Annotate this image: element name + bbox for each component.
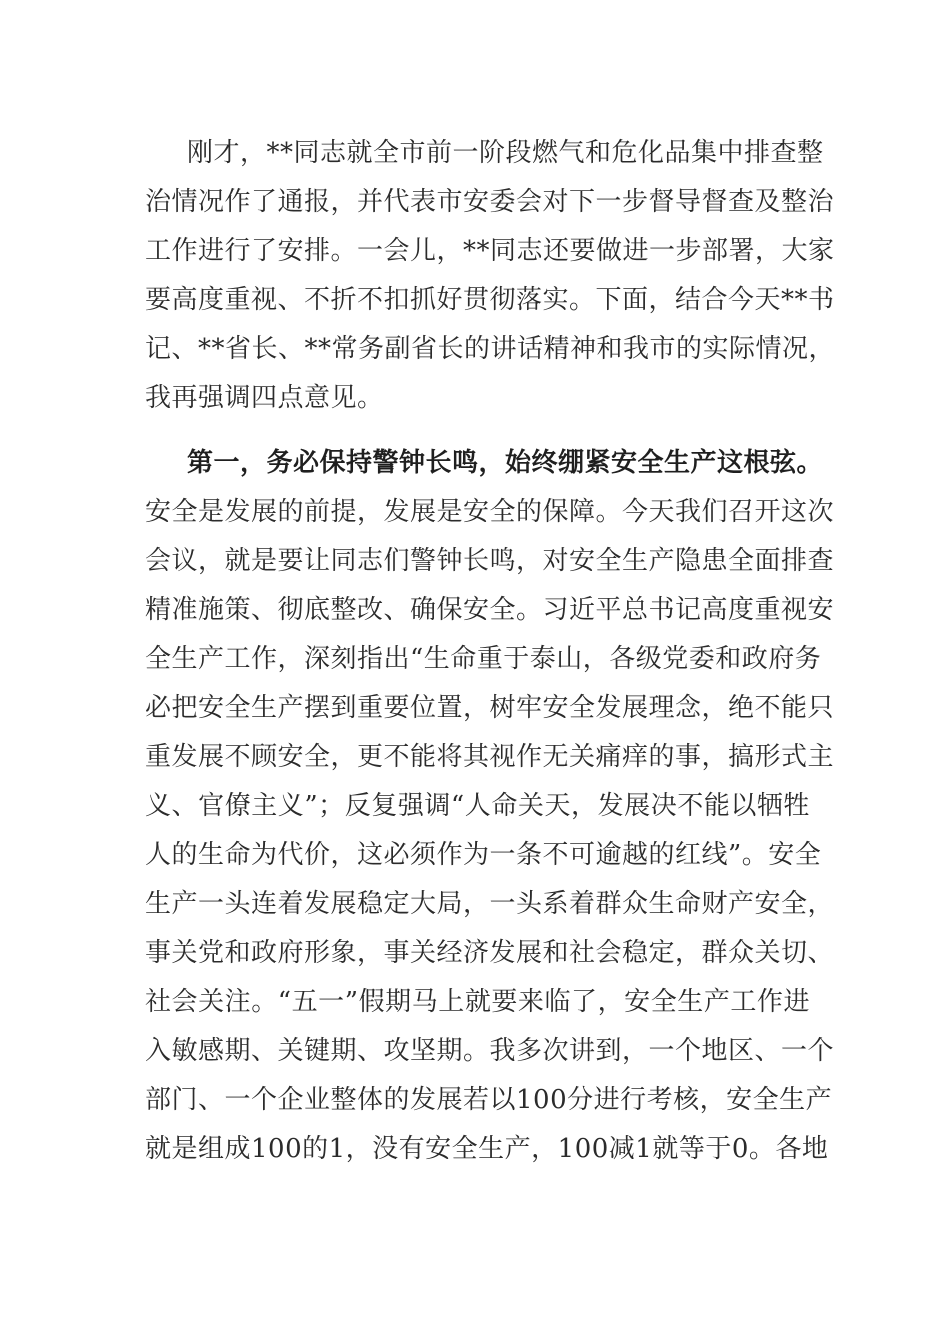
section-heading: 第一，务必保持警钟长鸣，始终绷紧安全生产这根弦。	[187, 448, 824, 478]
paragraph-2-line-3: 精准施策、彻底整改、确保安全。习近平总书记高度重视安	[145, 595, 835, 625]
paragraph-2-line-9: 生产一头连着发展稳定大局，一头系着群众生命财产安全，	[145, 889, 835, 919]
paragraph-1-line-2: 治情况作了通报，并代表市安委会对下一步督导督查及整治	[145, 187, 835, 217]
paragraph-2-line-8: 人的生命为代价，这必须作为一条不可逾越的红线”。安全	[145, 840, 822, 870]
paragraph-1-line-1: 刚才，**同志就全市前一阶段燃气和危化品集中排查整	[187, 138, 824, 168]
paragraph-2-line-11: 社会关注。“五一”假期马上就要来临了，安全生产工作进	[145, 987, 810, 1017]
paragraph-1-line-4: 要高度重视、不折不扣抓好贯彻落实。下面，结合今天**书	[145, 285, 835, 315]
paragraph-1-line-6: 我再强调四点意见。	[145, 383, 384, 413]
paragraph-2-line-14: 就是组成100的1，没有安全生产，100减1就等于0。各地	[145, 1134, 829, 1164]
paragraph-2-line-2: 会议，就是要让同志们警钟长鸣，对安全生产隐患全面排查	[145, 546, 835, 576]
paragraph-1-line-3: 工作进行了安排。一会儿，**同志还要做进一步部署，大家	[145, 236, 835, 266]
paragraph-2-line-5: 必把安全生产摆到重要位置，树牢安全发展理念，绝不能只	[145, 693, 835, 723]
paragraph-2-line-4: 全生产工作，深刻指出“生命重于泰山，各级党委和政府务	[145, 644, 822, 674]
paragraph-2-line-7: 义、官僚主义”；反复强调“人命关天，发展决不能以牺牲	[145, 791, 810, 821]
paragraph-2-line-13: 部门、一个企业整体的发展若以100分进行考核，安全生产	[145, 1085, 833, 1115]
paragraph-2-line-1: 安全是发展的前提，发展是安全的保障。今天我们召开这次	[145, 497, 835, 527]
paragraph-1-line-5: 记、**省长、**常务副省长的讲话精神和我市的实际情况，	[145, 334, 836, 364]
paragraph-2-line-10: 事关党和政府形象，事关经济发展和社会稳定，群众关切、	[145, 938, 835, 968]
paragraph-2-line-6: 重发展不顾安全，更不能将其视作无关痛痒的事，搞形式主	[145, 742, 835, 772]
paragraph-2-line-12: 入敏感期、关键期、攻坚期。我多次讲到，一个地区、一个	[145, 1036, 835, 1066]
